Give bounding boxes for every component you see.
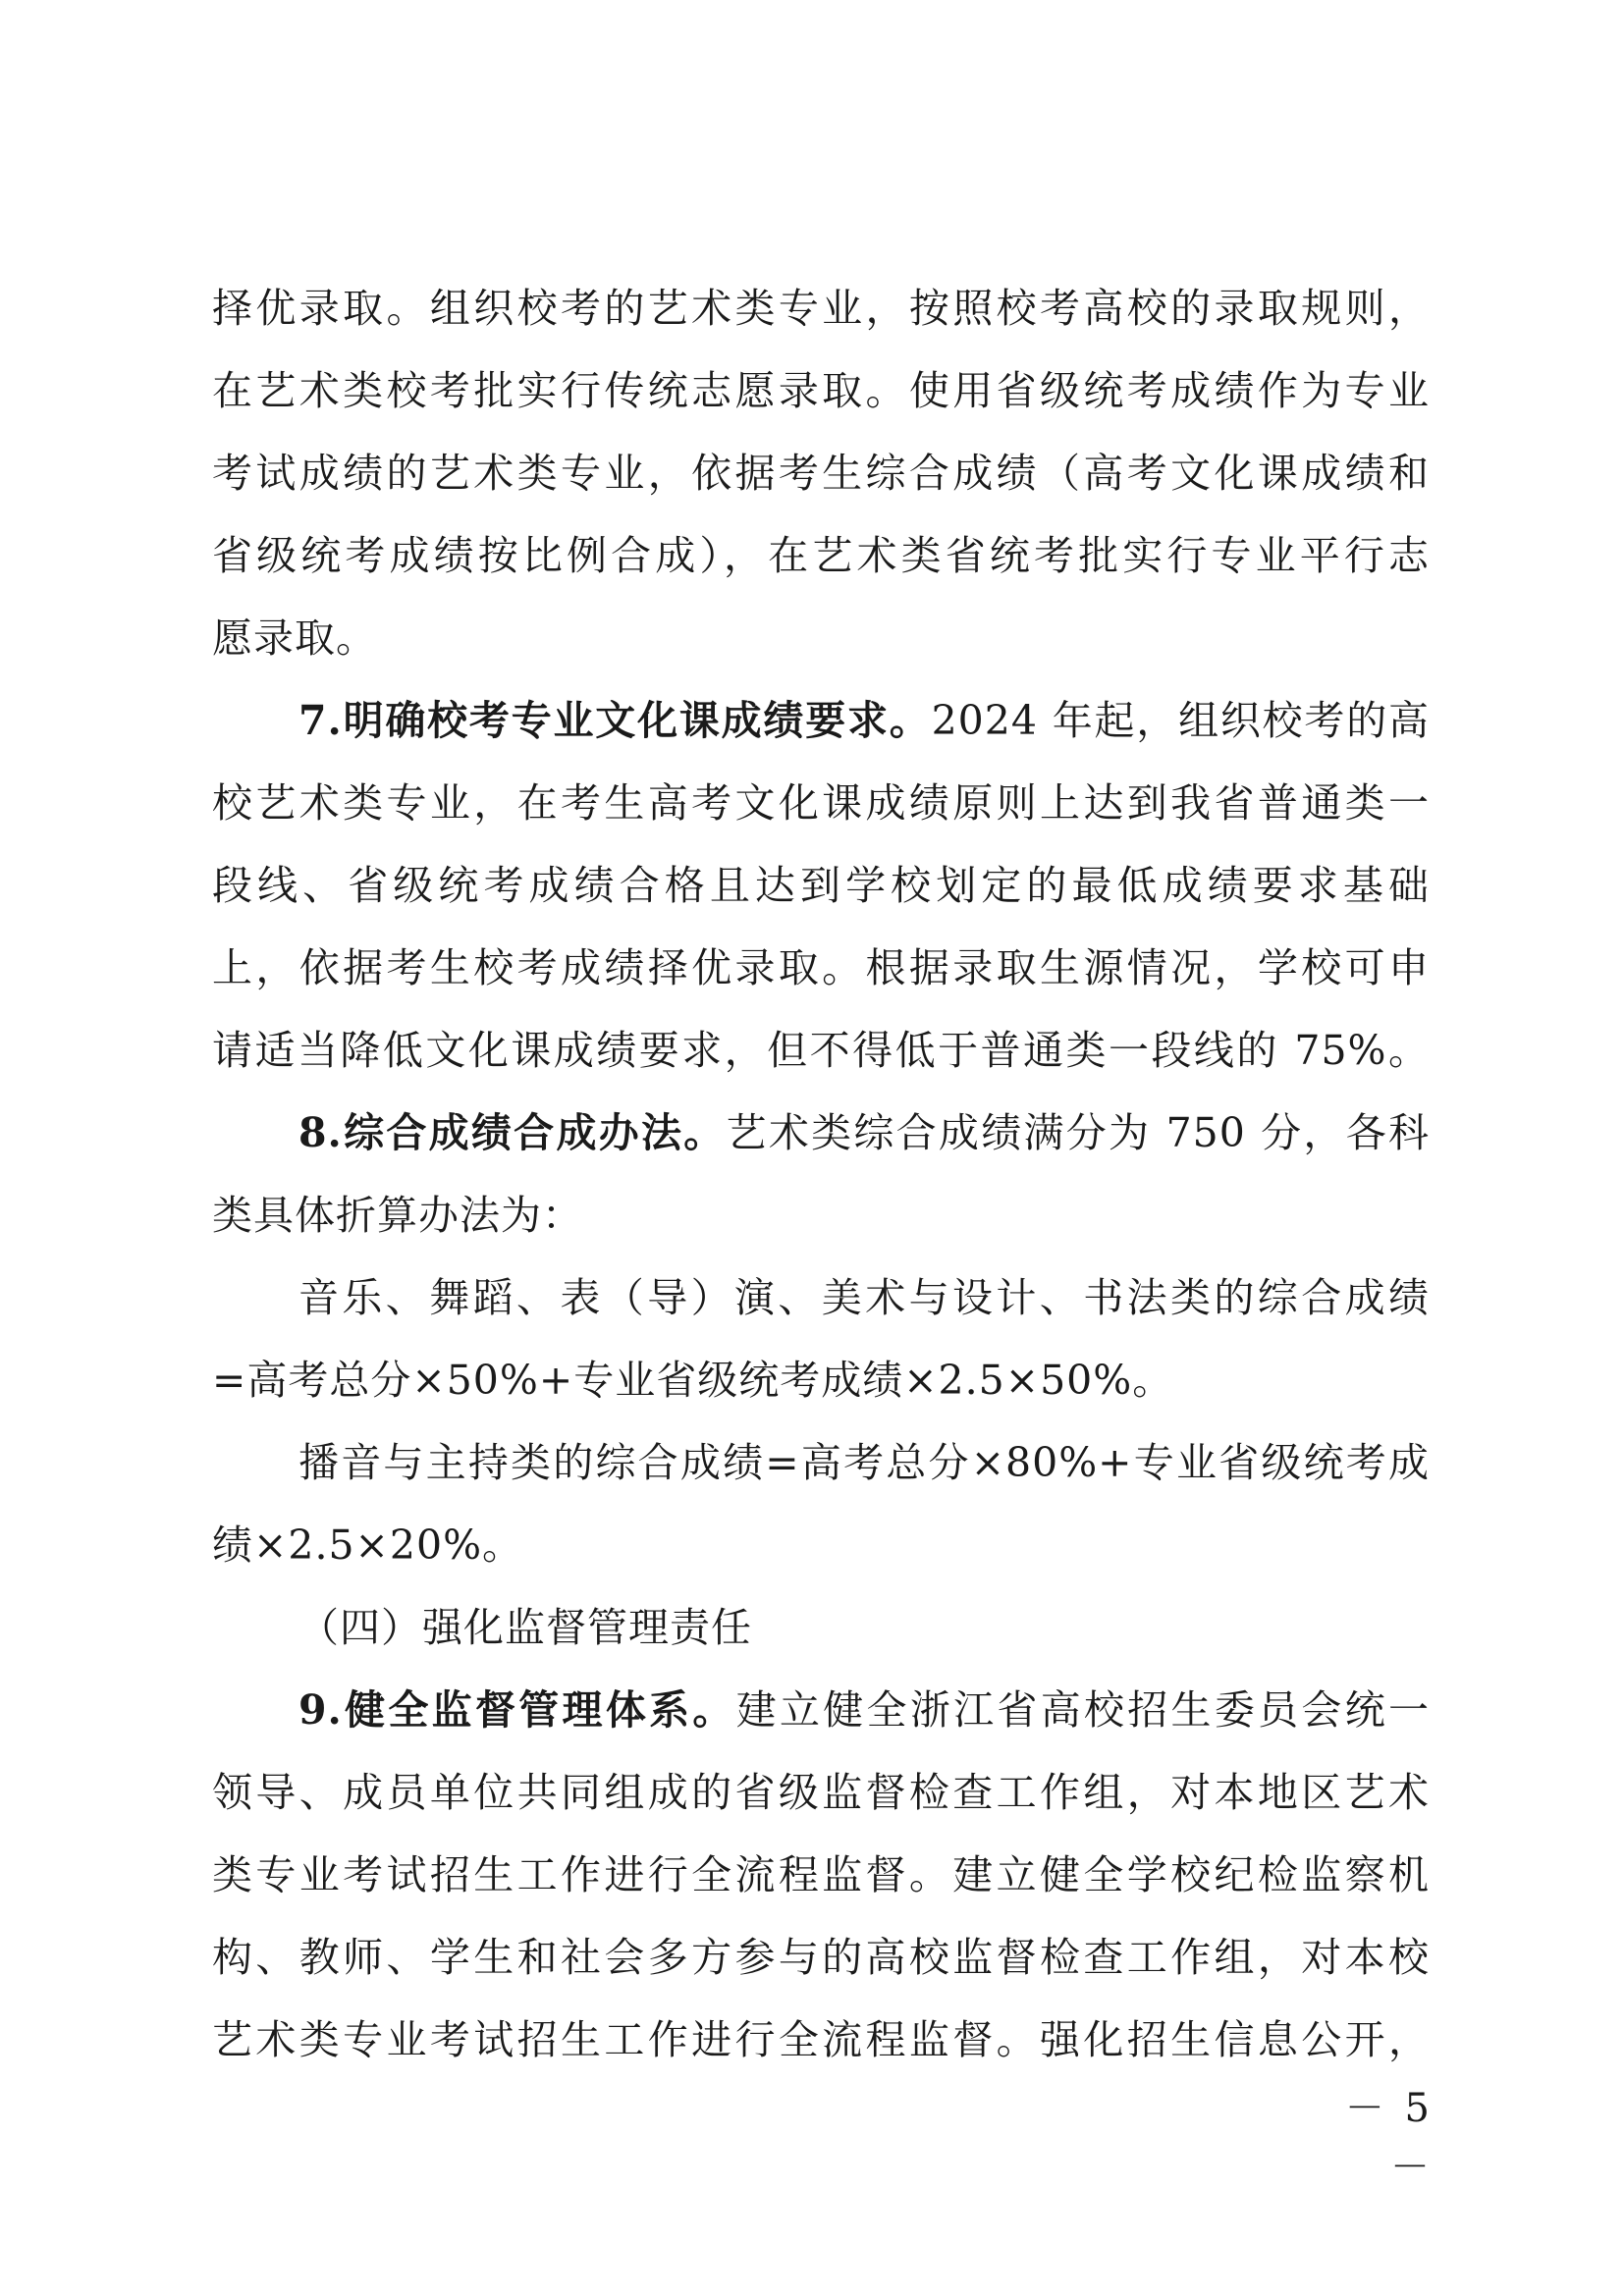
line-text: 上，依据考生校考成绩择优录取。根据录取生源情况，学校可申 [212, 944, 1430, 991]
line-text: 请适当降低文化课成绩要求，但不得低于普通类一段线的 75%。 [212, 1027, 1430, 1074]
line-text: 绩×2.5×20%。 [212, 1522, 524, 1569]
body-line [212, 763, 1430, 843]
section-heading: 7.明确校考专业文化课成绩要求。 [298, 697, 932, 744]
section-heading: 8.综合成绩合成办法。 [298, 1109, 727, 1156]
line-text: 播音与主持类的综合成绩=高考总分×80%+专业省级统考成 [298, 1439, 1430, 1486]
formula-line [298, 1422, 1430, 1503]
section-heading-line [298, 680, 1430, 761]
line-text: （四）强化监督管理责任 [298, 1604, 752, 1651]
formula-line [212, 1340, 1430, 1420]
body-line [212, 845, 1430, 926]
body-line [212, 1010, 1430, 1091]
line-text: =高考总分×50%+专业省级统考成绩×2.5×50%。 [212, 1357, 1174, 1404]
line-text: 2024 年起，组织校考的高 [931, 697, 1430, 744]
body-line [212, 928, 1430, 1008]
line-text: 考试成绩的艺术类专业，依据考生综合成绩（高考文化课成绩和 [212, 450, 1430, 497]
line-text: 艺术类专业考试招生工作进行全流程监督。强化招生信息公开， [212, 2016, 1430, 2063]
line-text: 类具体折算办法为： [212, 1192, 583, 1239]
formula-line [212, 1505, 1430, 1585]
section-heading-line [298, 1670, 1430, 1750]
line-text: 省级统考成绩按比例合成），在艺术类省统考批实行专业平行志 [212, 532, 1430, 579]
body-line [212, 1835, 1430, 1915]
body-line [212, 350, 1430, 431]
body-line [212, 1917, 1430, 1998]
body-line [212, 433, 1430, 513]
body-line [212, 268, 1430, 348]
formula-line [298, 1257, 1430, 1338]
line-text: 构、教师、学生和社会多方参与的高校监督检查工作组，对本校 [212, 1934, 1430, 1981]
body-line [212, 1752, 1430, 1833]
body-line [212, 2000, 1430, 2080]
section-heading: 9.健全监督管理体系。 [298, 1686, 736, 1734]
body-line [212, 598, 1430, 678]
line-text: 领导、成员单位共同组成的省级监督检查工作组，对本地区艺术 [212, 1769, 1430, 1816]
body-line [212, 515, 1430, 596]
line-text: 校艺术类专业，在考生高考文化课成绩原则上达到我省普通类一 [212, 779, 1430, 827]
subsection-title [298, 1587, 1430, 1668]
line-text: 择优录取。组织校考的艺术类专业，按照校考高校的录取规则， [212, 285, 1430, 332]
section-heading-line [298, 1093, 1430, 1173]
line-text: 建立健全浙江省高校招生委员会统一 [735, 1686, 1430, 1734]
line-text: 类专业考试招生工作进行全流程监督。建立健全学校纪检监察机 [212, 1851, 1430, 1898]
line-text: 愿录取。 [212, 614, 377, 662]
line-text: 在艺术类校考批实行传统志愿录取。使用省级统考成绩作为专业 [212, 367, 1430, 414]
body-line [212, 1175, 1430, 1255]
line-text: 艺术类综合成绩满分为 750 分，各科 [726, 1109, 1430, 1156]
page-number: － 5 － [1344, 2086, 1434, 2190]
line-text: 音乐、舞蹈、表（导）演、美术与设计、书法类的综合成绩 [298, 1274, 1430, 1321]
line-text: 段线、省级统考成绩合格且达到学校划定的最低成绩要求基础 [212, 862, 1430, 909]
